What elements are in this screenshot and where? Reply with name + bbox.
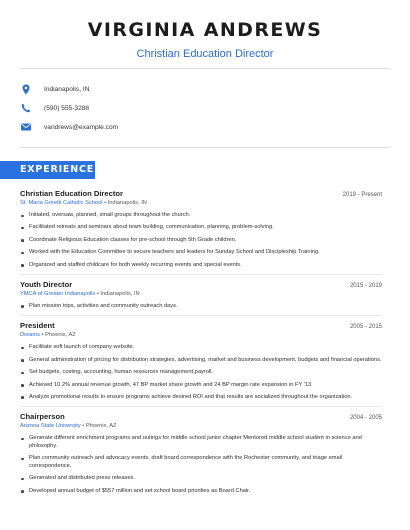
job-entry <box>20 321 382 407</box>
job-header <box>20 412 382 421</box>
job-bullet: Generated and distributed press releases. <box>20 475 382 483</box>
job-entry <box>20 189 382 275</box>
job-bullet: Facilitate soft launch of company website. <box>20 344 382 352</box>
contact-info <box>20 80 390 137</box>
candidate-title: Christian Education Director <box>136 48 274 60</box>
job-org-line <box>20 200 382 206</box>
envelope-icon <box>20 121 32 133</box>
job-bullet: Plan mission trips, activities and community outreach days. <box>20 303 382 311</box>
job-bullet: Achieved 10.2% annual revenue growth, 47 BP market share growth and 24 BP margin rate expansion in FY '13. <box>20 382 382 390</box>
experience-list <box>20 189 382 500</box>
contact-phone <box>20 99 390 117</box>
job-bullets <box>20 303 382 311</box>
job-organization: Arizona State University <box>20 423 81 430</box>
contact-location <box>20 80 390 98</box>
bullet-separator: • <box>102 200 108 206</box>
job-divider <box>20 406 382 407</box>
experience-heading: EXPERIENCE <box>0 161 95 179</box>
job-bullet: Developed annual budget of $557 million and set school board priorities as Board Chair. <box>20 488 382 496</box>
contact-email <box>20 118 390 136</box>
phone-icon <box>20 102 32 114</box>
divider <box>20 68 390 69</box>
job-title: President <box>20 321 55 331</box>
job-title: Chairperson <box>20 412 65 422</box>
job-header <box>20 189 382 198</box>
job-title: Christian Education Director <box>20 189 123 198</box>
job-location: Phoenix, AZ <box>45 332 76 339</box>
job-org-line <box>20 423 382 429</box>
job-organization: St. Maria Goretti Catholic School <box>20 200 103 206</box>
email-text[interactable]: vandrews@example.com <box>44 123 119 131</box>
job-divider <box>20 315 382 316</box>
job-bullets <box>20 435 382 495</box>
job-bullet: Generate different enrichment programs and outings for middle school junior chapter Mentored middle school student in science and philosophy. <box>20 435 382 450</box>
job-bullet: Organized and staffed childcare for both weekly recurring events and special events. <box>20 262 382 270</box>
job-dates: 2004 - 2005 <box>349 415 382 422</box>
job-organization: Dreams <box>20 332 40 339</box>
job-bullet: Analyze promotional results to ensure programs achieve desired ROI and that results are socialized throughout the organization. <box>20 394 382 402</box>
candidate-name: VIRGINIA ANDREWS <box>87 19 323 41</box>
bullet-separator: • <box>80 423 86 430</box>
job-dates: 2019 - Present <box>342 192 382 198</box>
location-pin-icon <box>20 83 32 95</box>
job-bullet: General administration of pricing for distribution strategies, advertising, market and business development, budgets and financial operations. <box>20 357 382 365</box>
job-location: Phoenix, AZ <box>85 423 117 430</box>
job-bullet: Facilitated retreats and seminars about team building, communication, planning, problem-solving. <box>20 224 382 232</box>
job-bullets <box>20 344 382 401</box>
resume-header <box>0 0 410 61</box>
job-bullets <box>20 212 382 269</box>
job-location: Indianapolis, IN <box>100 290 140 297</box>
job-bullet: Plan community outreach and advocacy events, draft board correspondence with the Rochester community, and triage email correspondence. <box>20 455 382 470</box>
job-bullet: Set budgets, costing, accounting, human resources management,payroll. <box>20 369 382 377</box>
job-organization: YMCA of Greater Indianapolis <box>20 290 96 297</box>
bullet-separator: • <box>95 290 101 297</box>
job-title: Youth Director <box>20 279 73 289</box>
job-org-line <box>20 291 382 297</box>
job-divider <box>20 274 382 275</box>
job-location: Indianapolis, IN <box>107 200 147 206</box>
job-dates: 2015 - 2019 <box>349 282 382 289</box>
job-entry <box>20 280 382 316</box>
job-header <box>20 321 382 330</box>
location-text: Indianapolis, IN <box>44 85 90 93</box>
divider <box>20 147 390 148</box>
job-dates: 2005 - 2015 <box>349 324 382 331</box>
job-bullet: Initiated, oversaw, planned, small groups throughout the church. <box>20 212 382 220</box>
bullet-separator: • <box>39 332 46 339</box>
job-bullet: Worked with the Education Committee to secure teachers and leaders for Sunday School and Discipleship Training. <box>20 249 382 257</box>
job-entry <box>20 412 382 495</box>
job-org-line <box>20 332 382 338</box>
phone-text: (590) 555-3288 <box>44 104 90 112</box>
job-header <box>20 280 382 289</box>
job-bullet: Coordinate Religious Education classes for pre-school through 5th Grade children. <box>20 237 382 245</box>
